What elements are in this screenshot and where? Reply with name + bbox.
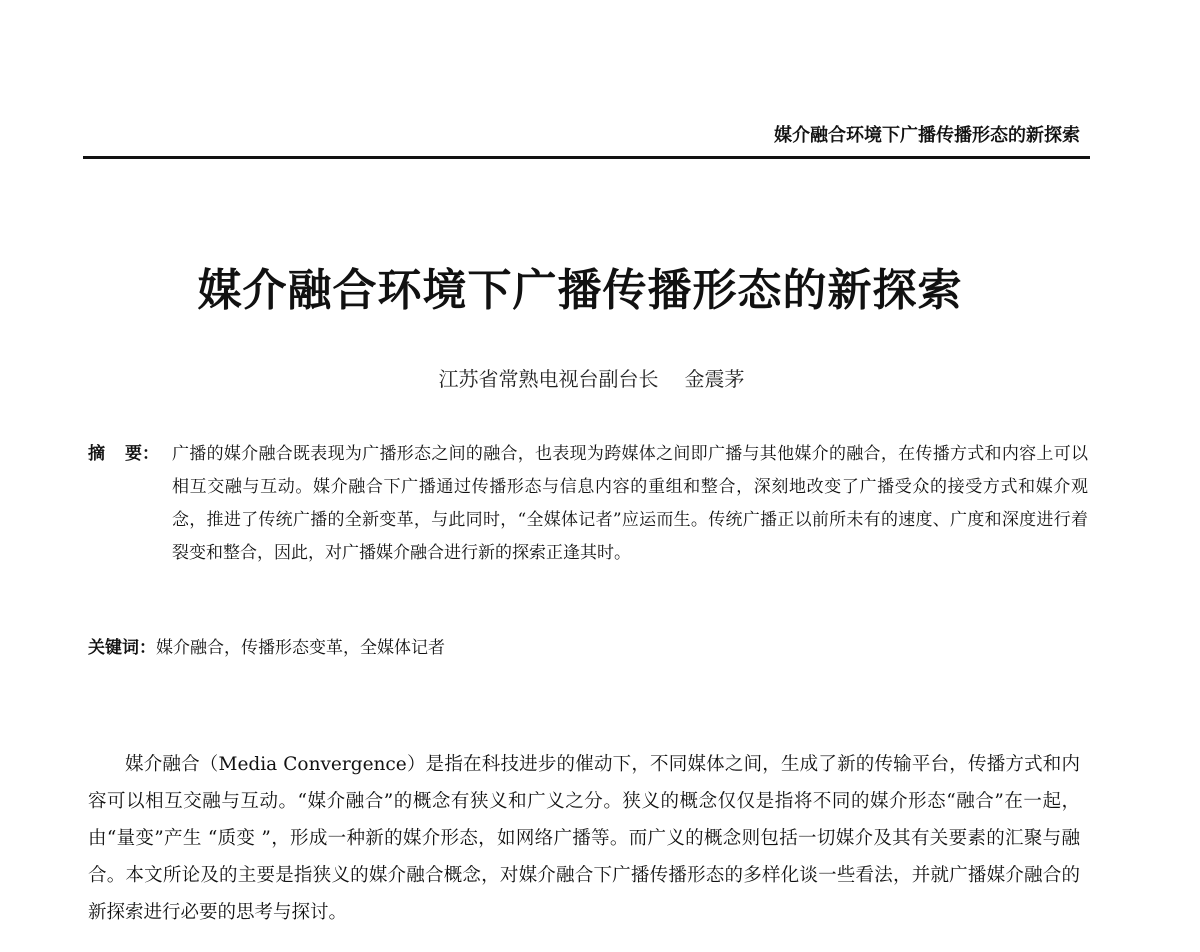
running-header: 媒介融合环境下广播传播形态的新探索	[774, 125, 1080, 146]
abstract-label-second: 要：	[125, 444, 159, 464]
abstract	[88, 438, 1088, 570]
keywords-label: 关键词：	[88, 638, 156, 658]
keywords-text: 媒介融合，传播形态变革，全媒体记者	[156, 638, 445, 658]
author-affiliation: 江苏省常熟电视台副台长	[438, 367, 659, 391]
body-paragraph: 媒介融合（Media Convergence）是指在科技进步的催动下，不同媒体之间，生成了新的传输平台，传播方式和内容可以相互交融与互动。“媒介融合”的概念有狭义和广义之分。狭义的概念仅仅是指将不同的媒介形态“融合”在一起，由“量变”产生 “质变 ”，形成一种新的媒介形态，如网络广播等。而广义的概念则包括一切媒介及其有关要素的汇聚与融合。本文所论及的主要是指狭义的媒介融合概念，对媒介融合下广播传播形态的多样化谈一些看法，并就广播媒介融合的新探索进行必要的思考与探讨。	[88, 754, 1080, 923]
author-name: 金震茅	[684, 367, 745, 391]
header-rule	[83, 156, 1090, 159]
paper-title: 媒介融合环境下广播传播形态的新探索	[197, 265, 963, 316]
byline	[0, 363, 1183, 392]
abstract-text: 广播的媒介融合既表现为广播形态之间的融合，也表现为跨媒体之间即广播与其他媒介的融合，在传播方式和内容上可以相互交融与互动。媒介融合下广播通过传播形态与信息内容的重组和整合，深刻地改变了广播受众的接受方式和媒介观念，推进了传统广播的全新变革，与此同时，“全媒体记者”应运而生。传统广播正以前所未有的速度、广度和深度进行着裂变和整合，因此，对广播媒介融合进行新的探索正逢其时。	[172, 444, 1088, 563]
keywords	[88, 632, 445, 665]
abstract-label	[88, 438, 159, 471]
abstract-label-first: 摘	[88, 444, 105, 464]
